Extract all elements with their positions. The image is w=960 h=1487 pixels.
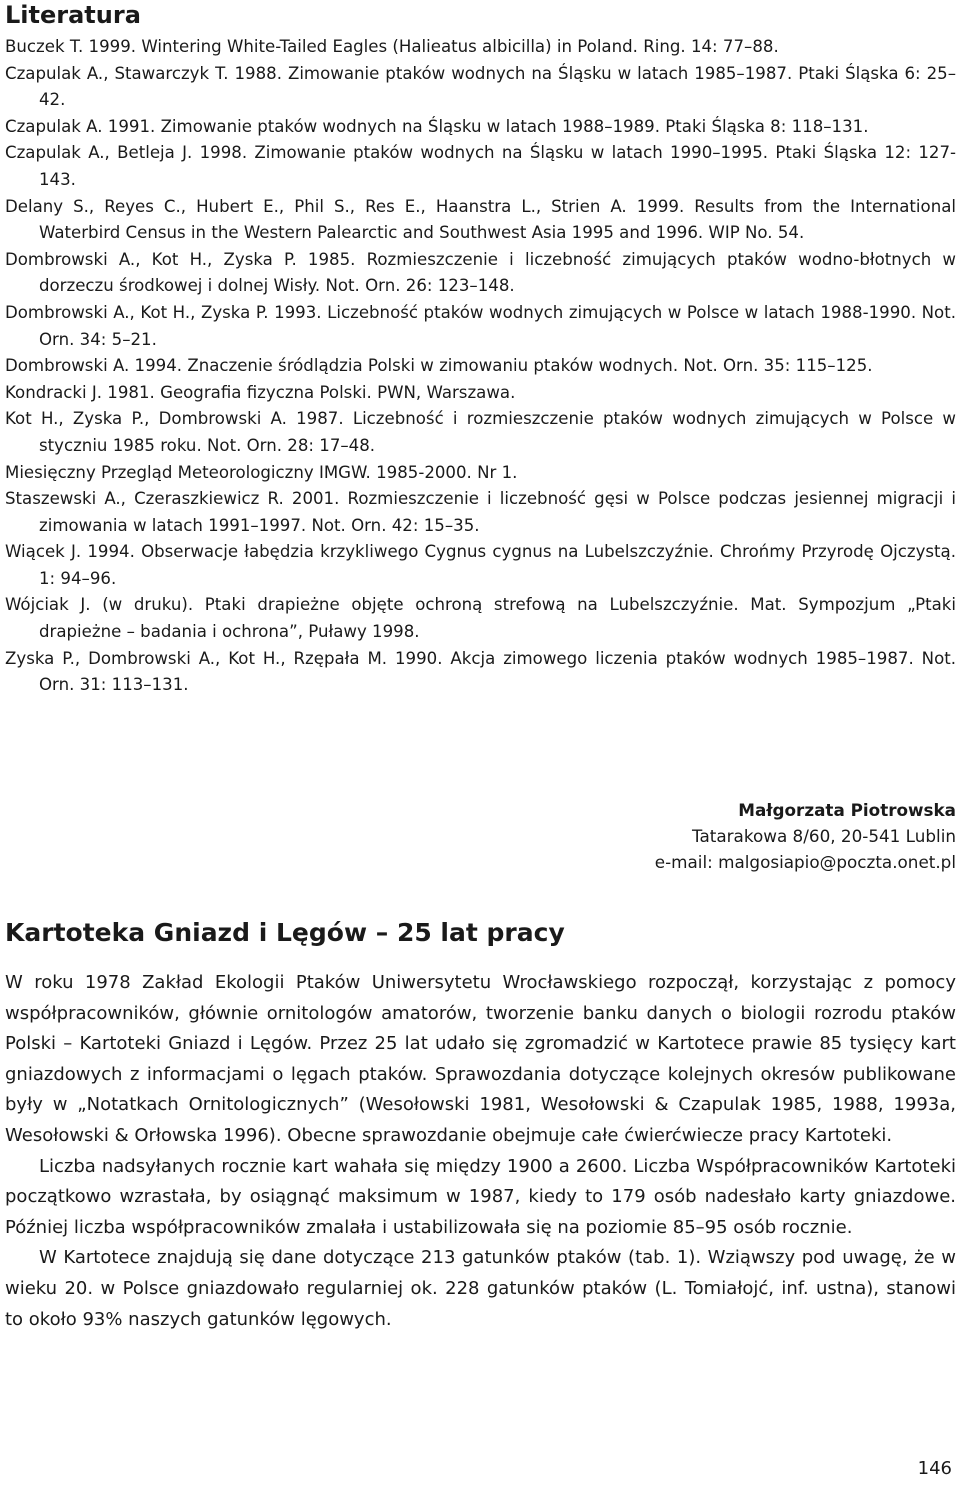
- kartoteka-heading: Kartoteka Gniazd i Lęgów – 25 lat pracy: [5, 918, 565, 947]
- reference-item: Dombrowski A., Kot H., Zyska P. 1993. Liczebność ptaków wodnych zimujących w Polsce w latach 1988-1990. Not. Orn. 34: 5–21.: [5, 302, 956, 349]
- article-body: [5, 968, 956, 1335]
- author-block: [655, 797, 956, 875]
- body-paragraph: W Kartotece znajdują się dane dotyczące 213 gatunków ptaków (tab. 1). Wziąwszy pod uwagę, że w wieku 20. w Polsce gniazdowało regularniej ok. 228 gatunków ptaków (L. Tomiałojć, inf. ustna), stanowi to około 93% naszych gatunków lęgowych.: [5, 1247, 956, 1330]
- reference-item: Zyska P., Dombrowski A., Kot H., Rzępała M. 1990. Akcja zimowego liczenia ptaków wodnych 1985–1987. Not. Orn. 31: 113–131.: [5, 648, 956, 695]
- reference-item: Czapulak A., Betleja J. 1998. Zimowanie ptaków wodnych na Śląsku w latach 1990–1995. Ptaki Śląska 12: 127-143.: [5, 143, 956, 189]
- reference-item: Wiącek J. 1994. Obserwacje łabędzia krzykliwego Cygnus cygnus na Lubelszczyźnie. Chrońmy Przyrodę Ojczystą. 1: 94–96.: [5, 542, 956, 588]
- reference-item: Wójciak J. (w druku). Ptaki drapieżne objęte ochroną strefową na Lubelszczyźnie. Mat. Sympozjum „Ptaki drapieżne – badania i ochrona”, Puławy 1998.: [5, 595, 956, 642]
- literatura-heading: Literatura: [5, 1, 141, 29]
- reference-item: Delany S., Reyes C., Hubert E., Phil S., Res E., Haanstra L., Strien A. 1999. Results from the International Waterbird Census in the Western Palearctic and Southwest Asia 1995 and 1996. WIP No. 54.: [5, 196, 956, 243]
- body-paragraph: W roku 1978 Zakład Ekologii Ptaków Uniwersytetu Wrocławskiego rozpoczął, korzystając z pomocy współpracowników, głównie ornitologów amatorów, tworzenie banku danych o biologii rozrodu ptaków Polski – Kartoteki Gniazd i Lęgów. Przez 25 lat udało się zgromadzić w Kartotece prawie 85 tysięcy kart gniazdowych z informacjami o lęgach ptaków. Sprawozdania dotyczące kolejnych okresów publikowane były w „Notatkach Ornitologicznych” (Wesołowski 1981, Wesołowski & Czapulak 1985, 1988, 1993a, Wesołowski & Orłowska 1996). Obecne sprawozdanie obejmuje całe ćwierćwiecze pracy Kartoteki.: [5, 972, 956, 1146]
- reference-item: Dombrowski A. 1994. Znaczenie śródlądzia Polski w zimowaniu ptaków wodnych. Not. Orn. 35: 115–125.: [5, 356, 873, 376]
- body-paragraph: Liczba nadsyłanych rocznie kart wahała się między 1900 a 2600. Liczba Współpracowników Kartoteki początkowo wzrastała, by osiągnąć maksimum w 1987, kiedy to 179 osób nadesłało karty gniazdowe. Później liczba współpracowników zmalała i ustabilizowała się na poziomie 85–95 osób rocznie.: [5, 1155, 956, 1238]
- author-email: e-mail: malgosiapio@poczta.onet.pl: [654, 852, 956, 872]
- reference-item: Kot H., Zyska P., Dombrowski A. 1987. Liczebność i rozmieszczenie ptaków wodnych zimujących w Polsce w styczniu 1985 roku. Not. Orn. 28: 17–48.: [5, 409, 956, 455]
- author-address: Tatarakowa 8/60, 20-541 Lublin: [692, 826, 956, 846]
- reference-item: Dombrowski A., Kot H., Zyska P. 1985. Rozmieszczenie i liczebność zimujących ptaków wodno-błotnych w dorzeczu środkowej i dolnej Wisły. Not. Orn. 26: 123–148.: [5, 249, 956, 296]
- reference-item: Czapulak A. 1991. Zimowanie ptaków wodnych na Śląsku w latach 1988–1989. Ptaki Śląska 8: 118–131.: [5, 116, 869, 136]
- reference-item: Miesięczny Przegląd Meteorologiczny IMGW. 1985-2000. Nr 1.: [5, 462, 518, 482]
- reference-list: [5, 34, 956, 699]
- author-name: Małgorzata Piotrowska: [738, 800, 956, 820]
- reference-item: Kondracki J. 1981. Geografia fizyczna Polski. PWN, Warszawa.: [5, 382, 516, 402]
- reference-item: Czapulak A., Stawarczyk T. 1988. Zimowanie ptaków wodnych na Śląsku w latach 1985–1987. Ptaki Śląska 6: 25–42.: [5, 63, 956, 110]
- page-number: 146: [917, 1458, 952, 1479]
- reference-item: Buczek T. 1999. Wintering White-Tailed Eagles (Halieatus albicilla) in Poland. Ring. 14: 77–88.: [5, 37, 779, 56]
- reference-item: Staszewski A., Czeraszkiewicz R. 2001. Rozmieszczenie i liczebność gęsi w Polsce podczas jesiennej migracji i zimowania w latach 1991–1997. Not. Orn. 42: 15–35.: [5, 489, 956, 535]
